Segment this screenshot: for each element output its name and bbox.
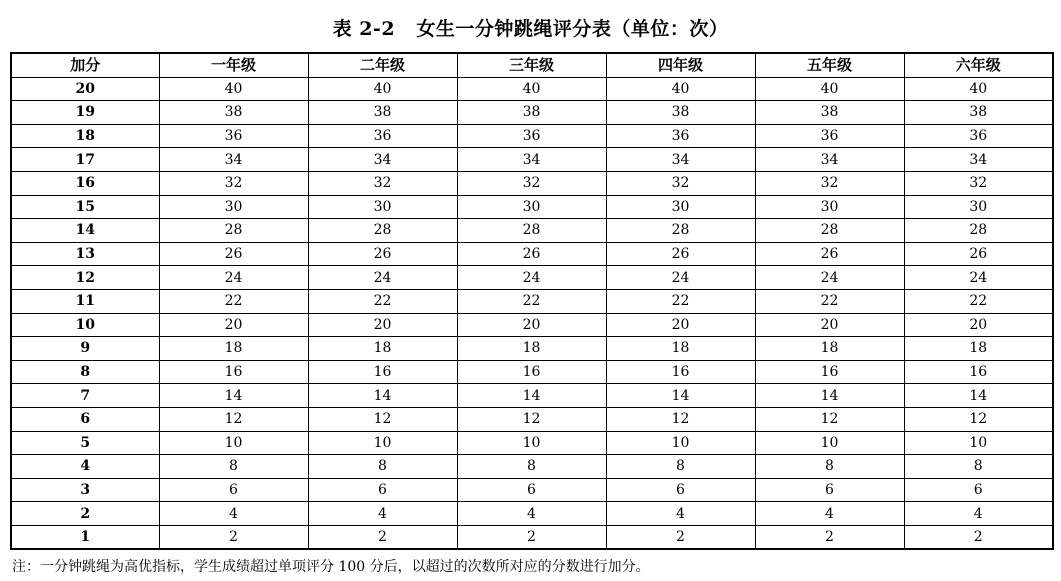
table-row	[11, 384, 1053, 408]
score-cell: 26	[457, 242, 606, 266]
score-cell: 22	[308, 289, 457, 313]
score-cell: 26	[308, 242, 457, 266]
score-cell: 22	[606, 289, 755, 313]
score-cell: 22	[755, 289, 904, 313]
table-row	[11, 195, 1053, 219]
score-cell: 14	[904, 384, 1053, 408]
table-row	[11, 289, 1053, 313]
table-title: 表 2-2 女生一分钟跳绳评分表（单位：次）	[332, 18, 729, 40]
score-cell: 20	[606, 313, 755, 337]
score-cell: 36	[606, 124, 755, 148]
score-cell: 18	[457, 337, 606, 361]
score-cell: 18	[755, 337, 904, 361]
score-cell: 6	[159, 478, 308, 502]
score-cell: 24	[904, 266, 1053, 290]
score-cell: 24	[755, 266, 904, 290]
score-cell: 38	[308, 101, 457, 125]
score-cell: 12	[904, 407, 1053, 431]
score-cell: 16	[755, 360, 904, 384]
score-cell: 6	[904, 478, 1053, 502]
score-cell: 30	[904, 195, 1053, 219]
bonus-cell: 13	[11, 242, 159, 266]
score-cell: 16	[308, 360, 457, 384]
score-cell: 12	[755, 407, 904, 431]
bonus-cell: 3	[11, 478, 159, 502]
score-cell: 36	[159, 124, 308, 148]
score-cell: 36	[457, 124, 606, 148]
score-cell: 14	[308, 384, 457, 408]
score-cell: 12	[308, 407, 457, 431]
score-cell: 4	[457, 502, 606, 526]
bonus-cell: 12	[11, 266, 159, 290]
header-grade-6: 六年级	[904, 53, 1053, 77]
score-cell: 38	[904, 101, 1053, 125]
header-bonus: 加分	[11, 53, 159, 77]
header-grade-5: 五年级	[755, 53, 904, 77]
score-cell: 38	[457, 101, 606, 125]
table-header-row	[11, 53, 1053, 77]
score-cell: 36	[755, 124, 904, 148]
bonus-cell: 17	[11, 148, 159, 172]
score-cell: 28	[755, 219, 904, 243]
score-cell: 2	[755, 525, 904, 549]
table-row	[11, 148, 1053, 172]
score-cell: 12	[606, 407, 755, 431]
score-cell: 10	[606, 431, 755, 455]
score-cell: 2	[904, 525, 1053, 549]
header-grade-2: 二年级	[308, 53, 457, 77]
score-cell: 14	[755, 384, 904, 408]
score-cell: 16	[457, 360, 606, 384]
score-cell: 16	[904, 360, 1053, 384]
table-row	[11, 407, 1053, 431]
score-cell: 10	[755, 431, 904, 455]
score-cell: 20	[904, 313, 1053, 337]
score-cell: 10	[159, 431, 308, 455]
bonus-cell: 1	[11, 525, 159, 549]
bonus-cell: 14	[11, 219, 159, 243]
header-grade-4: 四年级	[606, 53, 755, 77]
header-grade-3: 三年级	[457, 53, 606, 77]
bonus-cell: 6	[11, 407, 159, 431]
table-note: 注：一分钟跳绳为高优指标，学生成绩超过单项评分 100 分后，以超过的次数所对应的分数进行加分。	[12, 559, 650, 575]
score-cell: 24	[159, 266, 308, 290]
score-cell: 28	[159, 219, 308, 243]
score-cell: 8	[159, 455, 308, 479]
bonus-cell: 19	[11, 101, 159, 125]
score-cell: 6	[606, 478, 755, 502]
bonus-cell: 2	[11, 502, 159, 526]
rope-skipping-score-table	[10, 52, 1054, 550]
bonus-cell: 20	[11, 77, 159, 101]
score-cell: 28	[606, 219, 755, 243]
bonus-cell: 15	[11, 195, 159, 219]
score-cell: 32	[457, 171, 606, 195]
score-cell: 10	[308, 431, 457, 455]
score-cell: 34	[606, 148, 755, 172]
score-cell: 14	[159, 384, 308, 408]
score-cell: 24	[606, 266, 755, 290]
score-cell: 26	[606, 242, 755, 266]
header-grade-1: 一年级	[159, 53, 308, 77]
score-cell: 14	[457, 384, 606, 408]
score-cell: 18	[606, 337, 755, 361]
score-cell: 28	[457, 219, 606, 243]
score-cell: 32	[904, 171, 1053, 195]
table-row	[11, 171, 1053, 195]
table-row	[11, 337, 1053, 361]
score-cell: 2	[606, 525, 755, 549]
bonus-cell: 11	[11, 289, 159, 313]
score-cell: 4	[308, 502, 457, 526]
score-cell: 4	[755, 502, 904, 526]
score-cell: 38	[755, 101, 904, 125]
score-cell: 40	[755, 77, 904, 101]
score-cell: 8	[308, 455, 457, 479]
table-row	[11, 431, 1053, 455]
score-cell: 10	[904, 431, 1053, 455]
score-cell: 30	[308, 195, 457, 219]
score-cell: 36	[308, 124, 457, 148]
score-cell: 24	[457, 266, 606, 290]
score-cell: 30	[606, 195, 755, 219]
table-row	[11, 266, 1053, 290]
bonus-cell: 18	[11, 124, 159, 148]
score-cell: 32	[159, 171, 308, 195]
score-cell: 30	[159, 195, 308, 219]
score-cell: 8	[606, 455, 755, 479]
score-cell: 40	[904, 77, 1053, 101]
score-cell: 38	[606, 101, 755, 125]
table-body	[11, 77, 1053, 549]
score-cell: 8	[755, 455, 904, 479]
score-cell: 4	[904, 502, 1053, 526]
score-cell: 34	[308, 148, 457, 172]
score-cell: 24	[308, 266, 457, 290]
score-cell: 22	[159, 289, 308, 313]
score-cell: 20	[755, 313, 904, 337]
score-cell: 16	[606, 360, 755, 384]
score-cell: 20	[159, 313, 308, 337]
table-row	[11, 77, 1053, 101]
score-cell: 40	[457, 77, 606, 101]
score-cell: 36	[904, 124, 1053, 148]
score-cell: 26	[755, 242, 904, 266]
score-cell: 18	[308, 337, 457, 361]
bonus-cell: 8	[11, 360, 159, 384]
score-cell: 14	[606, 384, 755, 408]
table-row	[11, 525, 1053, 549]
score-cell: 32	[308, 171, 457, 195]
score-cell: 32	[755, 171, 904, 195]
score-cell: 22	[904, 289, 1053, 313]
score-cell: 26	[904, 242, 1053, 266]
score-cell: 6	[308, 478, 457, 502]
table-row	[11, 313, 1053, 337]
score-cell: 18	[159, 337, 308, 361]
table-row	[11, 124, 1053, 148]
bonus-cell: 4	[11, 455, 159, 479]
table-row	[11, 478, 1053, 502]
score-cell: 8	[904, 455, 1053, 479]
score-cell: 4	[159, 502, 308, 526]
table-row	[11, 101, 1053, 125]
score-cell: 34	[159, 148, 308, 172]
score-cell: 2	[308, 525, 457, 549]
score-cell: 12	[159, 407, 308, 431]
bonus-cell: 16	[11, 171, 159, 195]
score-cell: 26	[159, 242, 308, 266]
score-cell: 22	[457, 289, 606, 313]
bonus-cell: 5	[11, 431, 159, 455]
score-cell: 12	[457, 407, 606, 431]
score-cell: 20	[308, 313, 457, 337]
score-cell: 40	[159, 77, 308, 101]
score-cell: 28	[904, 219, 1053, 243]
score-cell: 34	[457, 148, 606, 172]
score-cell: 4	[606, 502, 755, 526]
score-cell: 28	[308, 219, 457, 243]
score-cell: 32	[606, 171, 755, 195]
score-cell: 34	[755, 148, 904, 172]
score-cell: 40	[308, 77, 457, 101]
table-row	[11, 360, 1053, 384]
bonus-cell: 7	[11, 384, 159, 408]
bonus-cell: 9	[11, 337, 159, 361]
score-cell: 34	[904, 148, 1053, 172]
score-cell: 40	[606, 77, 755, 101]
bonus-cell: 10	[11, 313, 159, 337]
score-cell: 6	[755, 478, 904, 502]
score-cell: 2	[457, 525, 606, 549]
score-cell: 20	[457, 313, 606, 337]
score-cell: 8	[457, 455, 606, 479]
score-cell: 30	[755, 195, 904, 219]
score-cell: 2	[159, 525, 308, 549]
score-cell: 6	[457, 478, 606, 502]
score-cell: 30	[457, 195, 606, 219]
table-row	[11, 502, 1053, 526]
table-row	[11, 455, 1053, 479]
score-cell: 38	[159, 101, 308, 125]
score-cell: 18	[904, 337, 1053, 361]
table-row	[11, 242, 1053, 266]
score-cell: 16	[159, 360, 308, 384]
table-row	[11, 219, 1053, 243]
score-cell: 10	[457, 431, 606, 455]
